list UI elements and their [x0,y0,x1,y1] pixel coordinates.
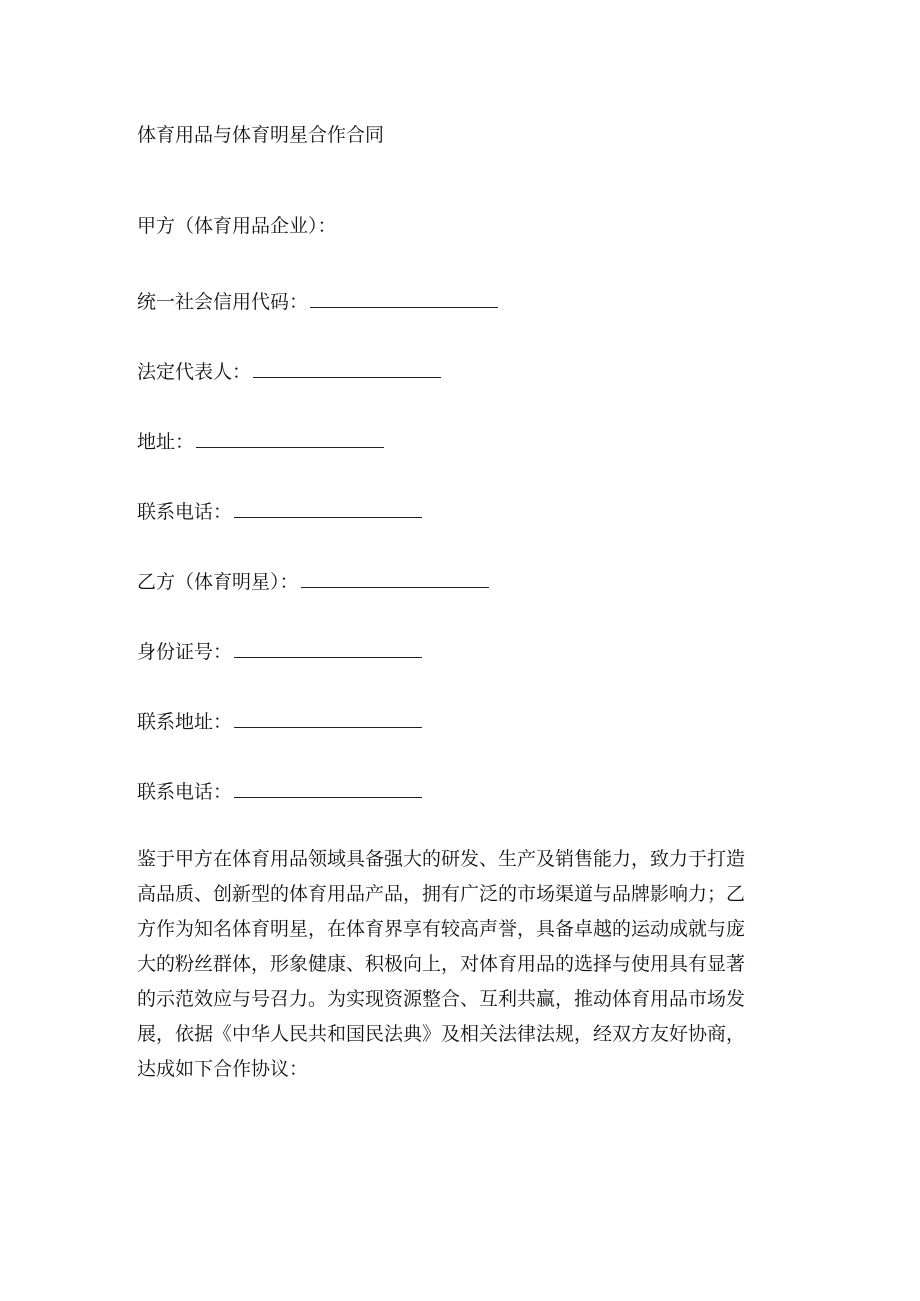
credit-code-label: 统一社会信用代码： [137,291,309,313]
legal-rep-label: 法定代表人： [137,361,252,383]
legal-rep-field [137,359,441,384]
party-a-heading: 甲方（体育用品企业）： [137,215,337,237]
party-b-field [137,569,489,594]
credit-code-blank [310,289,498,308]
party-b-label: 乙方（体育明星）： [137,571,299,593]
contact-address-label: 联系地址： [137,711,233,733]
id-number-blank [234,639,422,658]
party-a-phone-field [137,499,422,524]
contract-title: 体育用品与体育明星合作合同 [137,124,385,146]
preamble-line: 高品质、创新型的体育用品产品，拥有广泛的市场渠道与品牌影响力；乙 [137,883,746,905]
preamble-paragraph [137,842,787,1087]
id-number-label: 身份证号： [137,641,233,663]
preamble-line: 方作为知名体育明星，在体育界享有较高声誉，具备卓越的运动成就与庞 [137,918,746,940]
credit-code-field [137,289,498,314]
address-blank [196,429,384,448]
party-a-phone-blank [234,499,422,518]
party-b-phone-label: 联系电话： [137,781,233,803]
address-label: 地址： [137,431,195,453]
address-field [137,429,384,454]
preamble-line: 展，依据《中华人民共和国民法典》及相关法律法规，经双方友好协商， [137,1023,746,1045]
id-number-field [137,639,422,664]
party-b-phone-blank [234,779,422,798]
preamble-line: 鉴于甲方在体育用品领域具备强大的研发、生产及销售能力，致力于打造 [137,848,746,870]
party-b-phone-field [137,779,422,804]
preamble-line: 大的粉丝群体，形象健康、积极向上，对体育用品的选择与使用具有显著 [137,953,746,975]
contact-address-blank [234,709,422,728]
legal-rep-blank [253,359,441,378]
contact-address-field [137,709,422,734]
preamble-line: 达成如下合作协议： [137,1058,309,1080]
preamble-line: 的示范效应与号召力。为实现资源整合、互利共赢，推动体育用品市场发 [137,988,746,1010]
party-a-phone-label: 联系电话： [137,501,233,523]
party-b-blank [301,569,489,588]
